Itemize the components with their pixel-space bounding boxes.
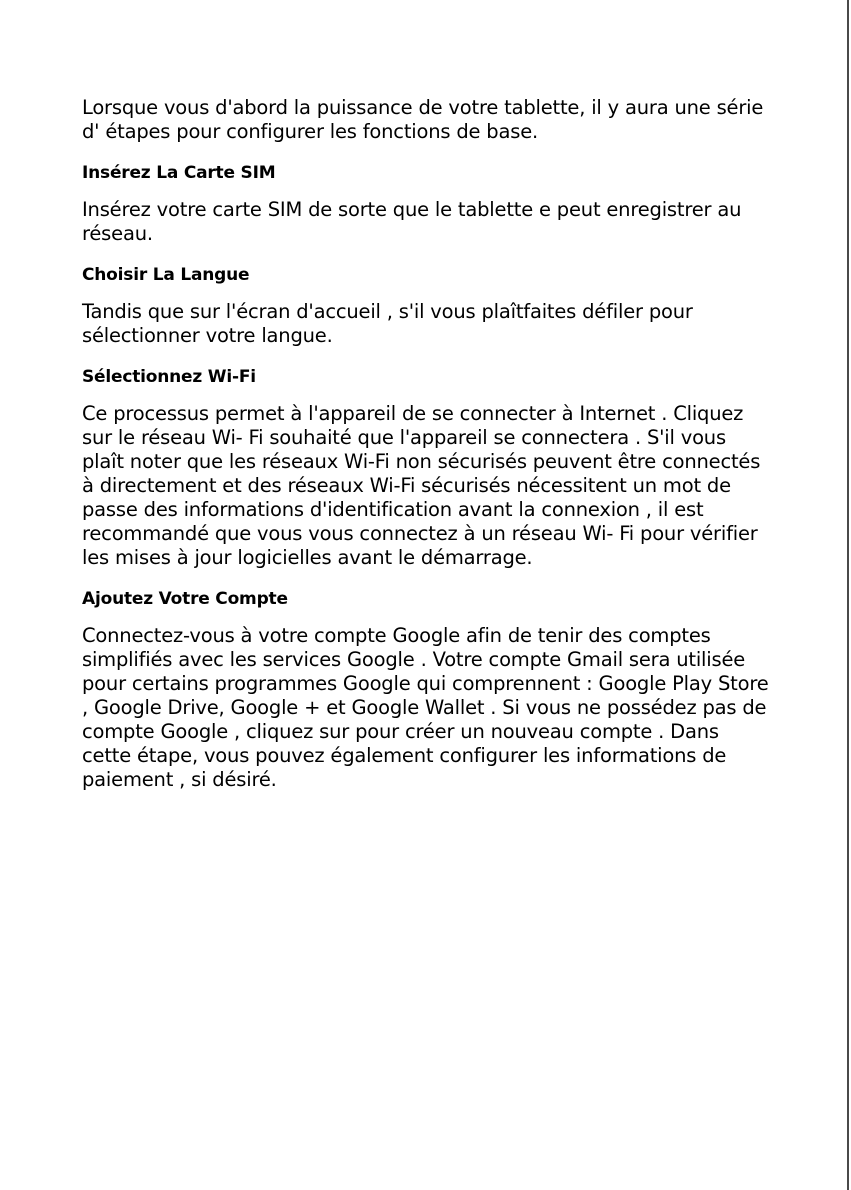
heading-choose-language: Choisir La Langue xyxy=(82,265,250,285)
intro-paragraph: Lorsque vous d'abord la puissance de votre tablette, il y aura une série d' étapes pour configurer les fonctions de base. xyxy=(82,96,764,143)
paragraph-insert-sim: Insérez votre carte SIM de sorte que le tablette e peut enregistrer au réseau. xyxy=(82,198,742,245)
heading-insert-sim: Insérez La Carte SIM xyxy=(82,163,276,183)
document-content xyxy=(82,96,772,810)
heading-select-wifi: Sélectionnez Wi-Fi xyxy=(82,367,256,387)
heading-add-account: Ajoutez Votre Compte xyxy=(82,589,288,609)
paragraph-choose-language: Tandis que sur l'écran d'accueil , s'il vous plaîtfaites défiler pour sélectionner votre langue. xyxy=(82,300,693,347)
paragraph-add-account: Connectez-vous à votre compte Google afin de tenir des comptes simplifiés avec les services Google . Votre compte Gmail sera utilisée pour certains programmes Google qui comprennent : Google Play Store , Google Drive, Google + et Google Wallet . Si vous ne possédez pas de compte Google , cliquez sur pour créer un nouveau compte . Dans cette étape, vous pouvez également configurer les informations de paiement , si désiré. xyxy=(82,624,769,791)
paragraph-select-wifi: Ce processus permet à l'appareil de se connecter à Internet . Cliquez sur le réseau Wi- Fi souhaité que l'appareil se connectera . S'il vous plaît noter que les réseaux Wi-Fi non sécurisés peuvent être connectés à directement et des réseaux Wi-Fi sécurisés nécessitent un mot de passe des informations d'identification avant la connexion , il est recommandé que vous vous connectez à un réseau Wi- Fi pour vérifier les mises à jour logicielles avant le démarrage. xyxy=(82,402,761,569)
